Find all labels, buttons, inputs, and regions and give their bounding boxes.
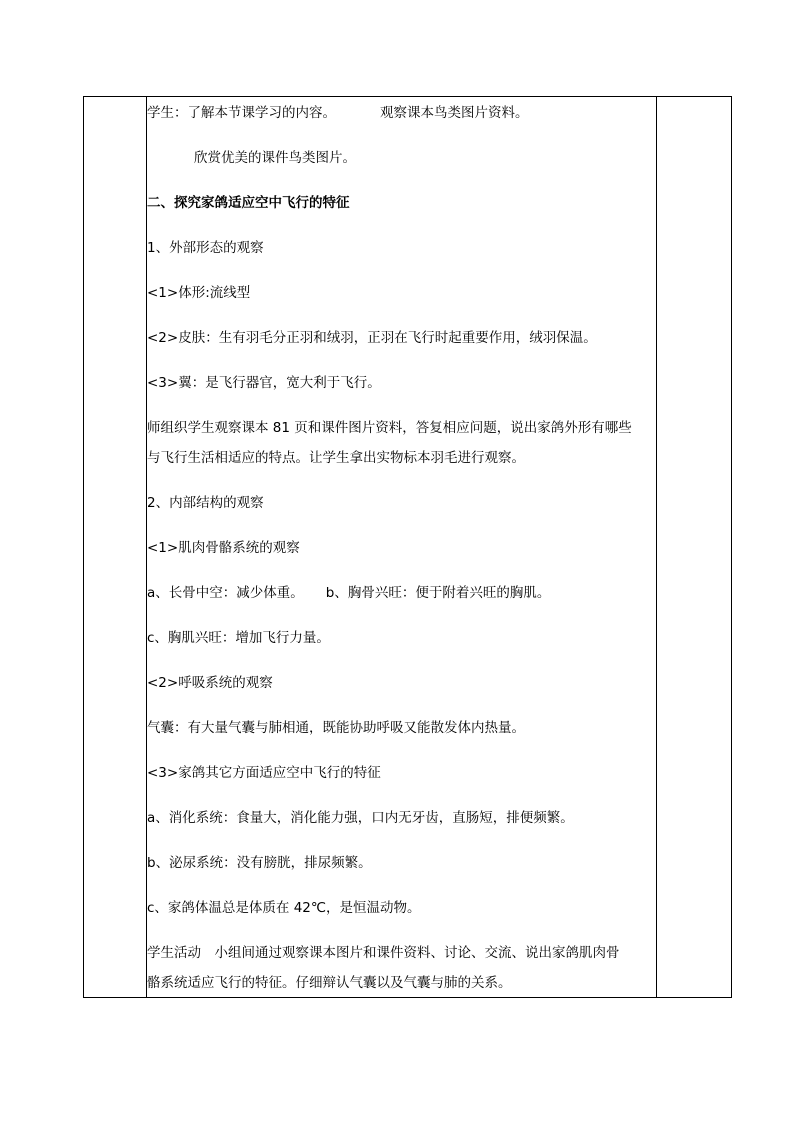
paragraph-line: 与飞行生活相适应的特点。让学生拿出实物标本羽毛进行观察。 [147, 450, 525, 466]
subsection-heading: 1、外部形态的观察 [147, 240, 264, 256]
right-column-cell [657, 97, 732, 998]
paragraph-line: 骼系统适应飞行的特征。仔细辩认气囊以及气囊与肺的关系。 [147, 975, 512, 991]
content-line: <1>体形:流线型 [147, 285, 251, 301]
subsection-heading: 2、内部结构的观察 [147, 495, 264, 511]
paragraph-line: 师组织学生观察课本 81 页和课件图片资料，答复相应问题，说出家鸽外形有哪些 [147, 420, 632, 436]
content-line: c、胸肌兴旺：增加飞行力量。 [147, 630, 330, 646]
lesson-table [83, 96, 732, 998]
content-line: <1>肌肉骨骼系统的观察 [147, 540, 300, 556]
content-line: <3>家鸽其它方面适应空中飞行的特征 [147, 765, 381, 781]
main-content-cell [147, 97, 657, 998]
content-line: 欣赏优美的课件鸟类图片。 [194, 150, 356, 166]
long-bone-text: a、长骨中空：减少体重。 [147, 585, 304, 601]
sternum-text: b、胸骨兴旺：便于附着兴旺的胸肌。 [325, 585, 551, 601]
content-line [147, 102, 656, 124]
table-row [84, 97, 732, 998]
content-line: <3>翼：是飞行器官，宽大利于飞行。 [147, 375, 381, 391]
content-line [147, 582, 656, 604]
content-line: 气囊：有大量气囊与肺相通，既能协助呼吸又能散发体内热量。 [147, 720, 525, 736]
content-line: <2>皮肤：生有羽毛分正羽和绒羽，正羽在飞行时起重要作用，绒羽保温。 [147, 330, 597, 346]
left-column-cell [84, 97, 147, 998]
content-line: b、泌尿系统：没有膀胱，排尿频繁。 [147, 855, 372, 871]
observe-text: 观察课本鸟类图片资料。 [380, 105, 529, 121]
content-line: <2>呼吸系统的观察 [147, 675, 273, 691]
content-line: c、家鸽体温总是体质在 42℃，是恒温动物。 [147, 900, 421, 916]
content-line: a、消化系统：食量大，消化能力强，口内无牙齿，直肠短，排便频繁。 [147, 810, 574, 826]
section-heading: 二、探究家鸽适应空中飞行的特征 [147, 195, 350, 211]
student-intro-text: 学生：了解本节课学习的内容。 [147, 105, 336, 121]
paragraph-line: 学生活动 小组间通过观察课本图片和课件资料、讨论、交流、说出家鸽肌肉骨 [147, 945, 620, 961]
